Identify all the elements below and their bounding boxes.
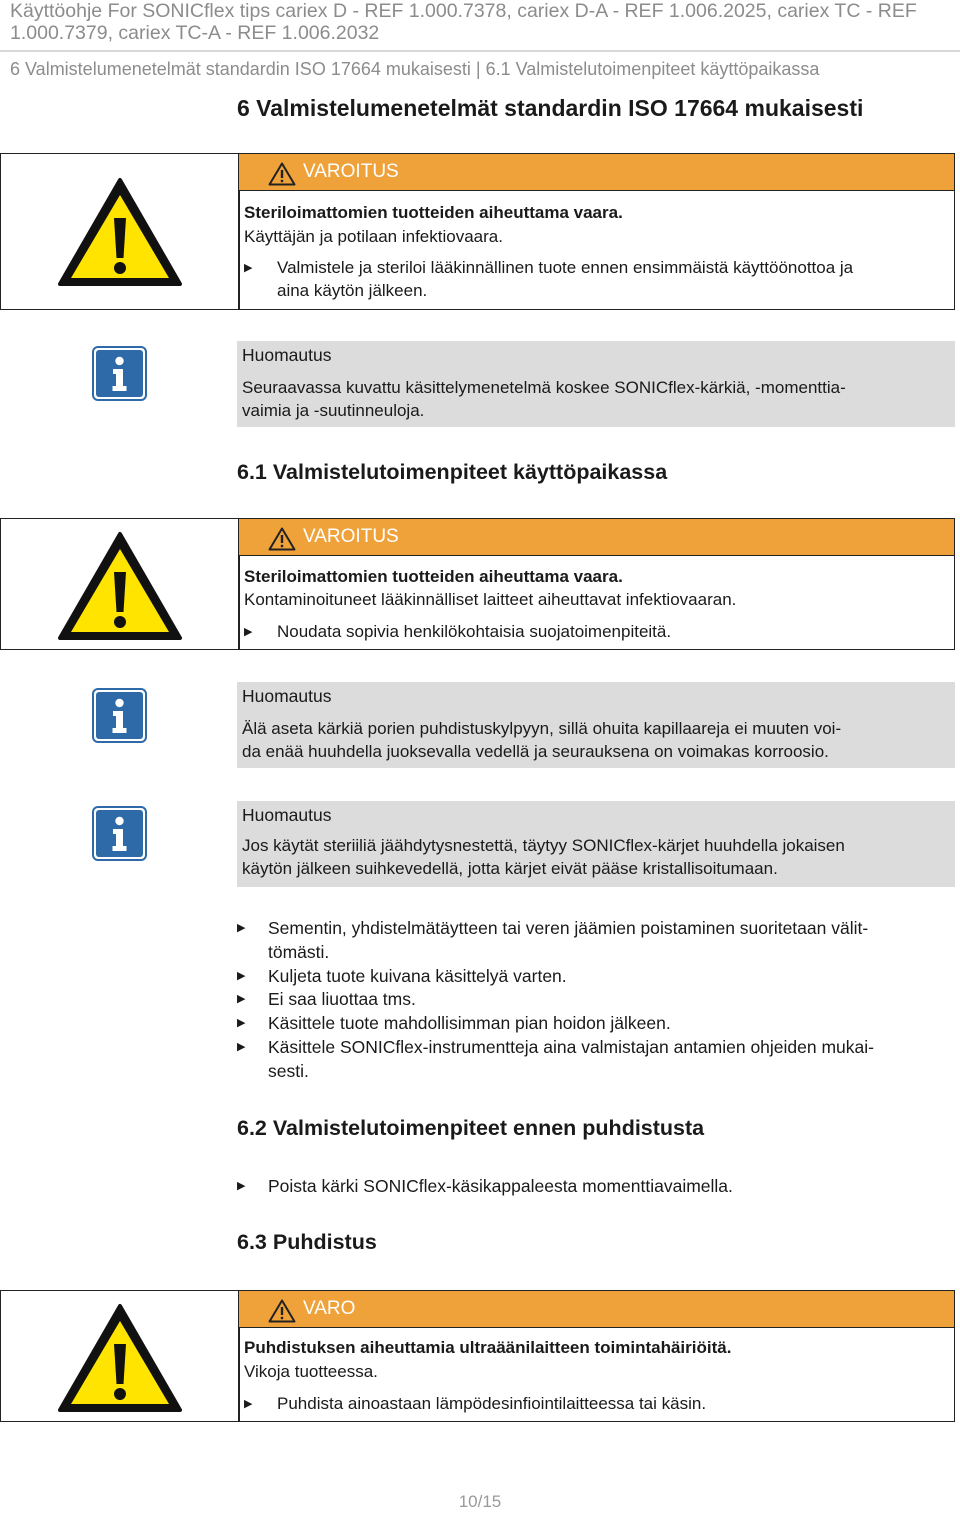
note-box-2 (237, 682, 955, 768)
section-6-3-heading: 6.3 Puhdistus (237, 1230, 377, 1254)
note-line-2: vaimia ja -suutinneuloja. (242, 401, 425, 420)
document-title: Käyttöohje For SONICflex tips cariex D - REF 1.000.7378, cariex D-A - REF 1.006.2025, cariex TC - REF 1.000.7379, cariex TC-A - REF 1.006.2032 (10, 0, 917, 44)
info-icon (92, 688, 147, 743)
warning-triangle-icon (56, 530, 184, 642)
caution-divider (238, 1328, 240, 1421)
caution-headline: Puhdistuksen aiheuttamia ultraäänilaitteen toimintahäiriöitä. (244, 1338, 732, 1357)
bullet-arrow-icon: ▶ (244, 1398, 253, 1410)
caution-header (238, 1291, 954, 1328)
warning-small-icon (268, 162, 296, 186)
note-box-3 (237, 801, 955, 887)
note-title: Huomautus (242, 686, 332, 706)
note-box-1 (237, 341, 955, 427)
bullet-arrow-icon: ▶ (244, 262, 253, 274)
warning-box-2: VAROITUS Steriloimattomien tuotteiden aiheuttama vaara. Kontaminoituneet lääkinnälliset laitteet aiheuttavat infektiovaaran. ▶ Noudata sopivia henkilökohtaisia suojatoimenpiteitä. (0, 518, 955, 650)
bullet-arrow-icon: ▶ (237, 1017, 246, 1029)
warning-headline: Steriloimattomien tuotteiden aiheuttama vaara. (244, 567, 623, 586)
warning-label: VAROITUS (303, 161, 399, 182)
caution-consequence: Vikoja tuotteessa. (244, 1362, 378, 1381)
warning-box-1: VAROITUS Steriloimattomien tuotteiden aiheuttama vaara. Käyttäjän ja potilaan infektiovaara. ▶ Valmistele ja steriloi lääkinnällinen tuote ennen ensimmäistä käyttöönottoa ja aina käytön jälkeen. (0, 153, 955, 310)
warning-consequence: Kontaminoituneet lääkinnälliset laitteet aiheuttavat infektiovaaran. (244, 590, 737, 609)
header-divider (0, 50, 960, 52)
warning-header (238, 154, 954, 191)
warning-divider (238, 556, 240, 649)
warning-label: VAROITUS (303, 526, 399, 547)
section-6-heading: 6 Valmistelumenetelmät standardin ISO 17664 mukaisesti (237, 95, 864, 121)
warning-small-icon (268, 527, 296, 551)
warning-header (238, 519, 954, 556)
note-title: Huomautus (242, 805, 332, 825)
info-icon (92, 346, 147, 401)
warning-small-icon (268, 1299, 296, 1323)
caution-box: VARO Puhdistuksen aiheuttamia ultraäänilaitteen toimintahäiriöitä. Vikoja tuotteessa. ▶ Puhdista ainoastaan lämpödesinfiointilaitteessa tai käsin. (0, 1290, 955, 1422)
note-title: Huomautus (242, 345, 332, 365)
bullet-arrow-icon: ▶ (237, 922, 246, 934)
bullet-arrow-icon: ▶ (244, 626, 253, 638)
section-6-2-heading: 6.2 Valmistelutoimenpiteet ennen puhdistusta (237, 1116, 705, 1140)
bullet-arrow-icon: ▶ (237, 993, 246, 1005)
page-number: 10/15 (458, 1492, 502, 1511)
warning-headline: Steriloimattomien tuotteiden aiheuttama vaara. (244, 203, 623, 222)
bullet-arrow-icon: ▶ (237, 1041, 246, 1053)
warning-triangle-icon (56, 176, 184, 288)
note-line-2: käytön jälkeen suihkevedellä, jotta kärjet eivät pääse kristallisoitumaan. (242, 859, 778, 878)
note-line-1: Seuraavassa kuvattu käsittelymenetelmä koskee SONICflex-kärkiä, -momenttia- (242, 378, 846, 397)
section-breadcrumb: 6 Valmistelumenetelmät standardin ISO 17664 mukaisesti | 6.1 Valmistelutoimenpiteet käyttöpaikassa (10, 59, 820, 79)
warning-triangle-icon (56, 1302, 184, 1414)
note-line-2: da enää huuhdella juoksevalla vedellä ja seurauksena on voimakas korroosio. (242, 742, 829, 761)
caution-label: VARO (303, 1298, 356, 1319)
section-6-1-heading: 6.1 Valmistelutoimenpiteet käyttöpaikassa (237, 460, 668, 484)
note-line-1: Jos käytät steriiliä jäähdytysnestettä, täytyy SONICflex-kärjet huuhdella jokaisen (242, 836, 845, 855)
bullet-arrow-icon: ▶ (237, 970, 246, 982)
info-icon (92, 806, 147, 861)
note-line-1: Älä aseta kärkiä porien puhdistuskylpyyn, sillä ohuita kapillaareja ei muuten voi- (242, 719, 842, 738)
warning-divider (238, 191, 240, 309)
bullet-arrow-icon: ▶ (237, 1180, 246, 1192)
warning-consequence: Käyttäjän ja potilaan infektiovaara. (244, 227, 503, 246)
